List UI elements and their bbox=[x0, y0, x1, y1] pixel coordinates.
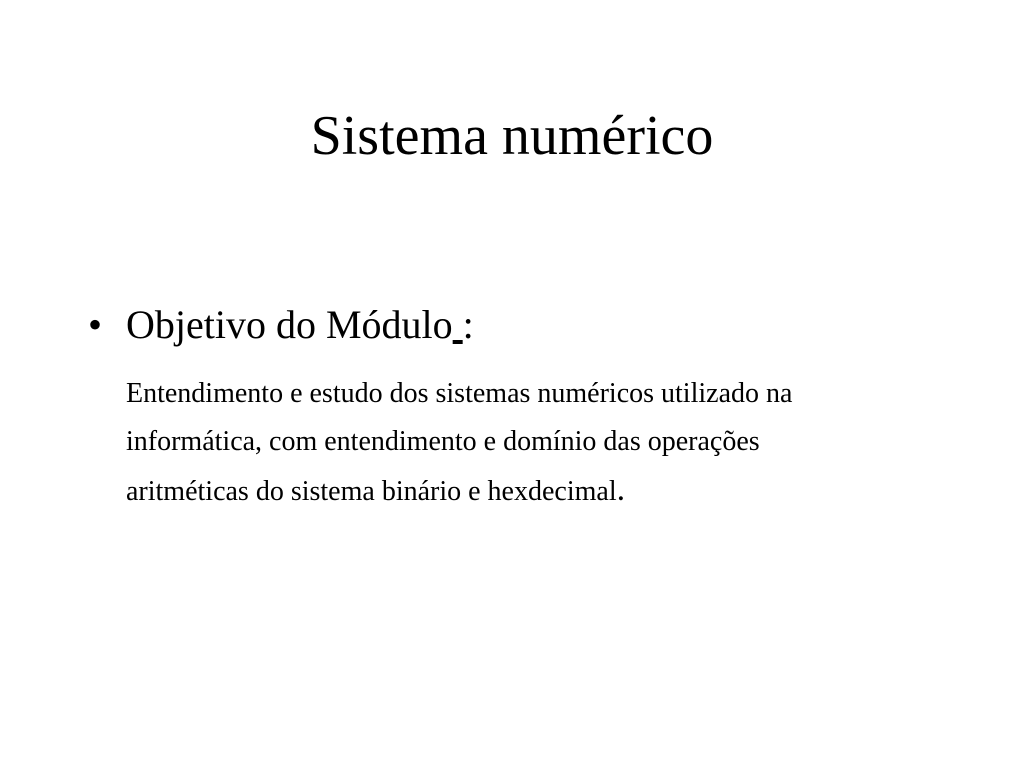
bullet-heading-space bbox=[453, 302, 463, 347]
bullet-body bbox=[126, 370, 956, 516]
slide-title: Sistema numérico bbox=[310, 105, 714, 167]
bullet-heading-colon: : bbox=[462, 302, 474, 347]
body-line: informática, com entendimento e domínio das operações bbox=[126, 426, 760, 457]
body-line-last bbox=[126, 466, 956, 516]
bullet-marker: • bbox=[88, 302, 103, 347]
body-end-period: . bbox=[616, 471, 626, 508]
bullet-heading: Objetivo do Módulo bbox=[126, 302, 453, 347]
bullet-item bbox=[88, 300, 474, 350]
body-line-text: aritméticas do sistema binário e hexdecimal bbox=[126, 476, 617, 507]
body-line: Entendimento e estudo dos sistemas numéricos utilizado na bbox=[126, 378, 793, 409]
